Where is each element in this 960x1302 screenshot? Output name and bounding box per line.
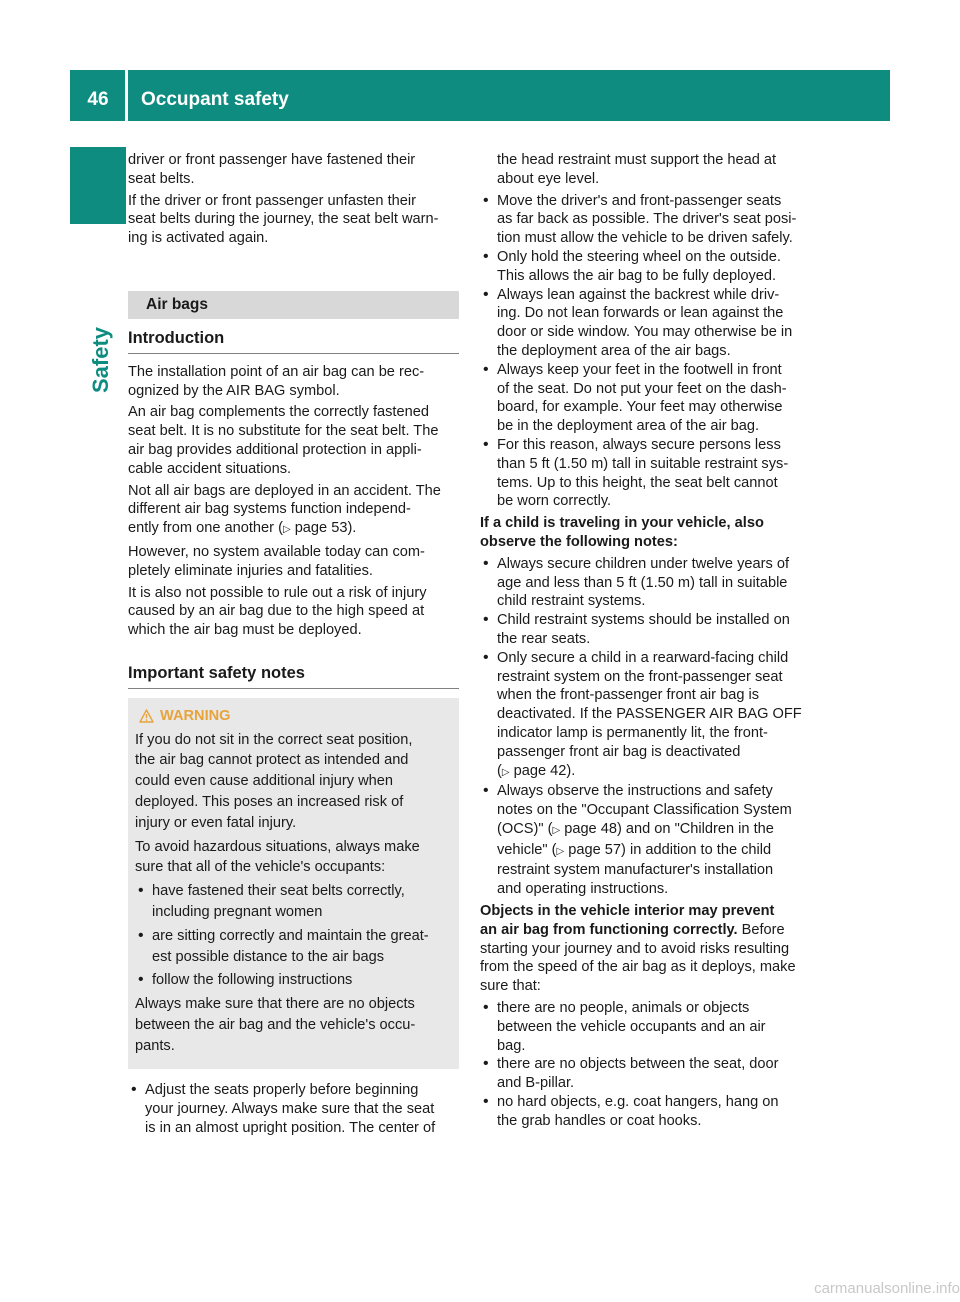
page-ref-42[interactable]: page 42). <box>509 762 576 779</box>
page-ref-53[interactable]: page 53). <box>290 520 357 537</box>
paragraph-1: The installation point of an air bag can be rec- ognized by the AIR BAG symbol. <box>128 363 425 399</box>
side-tab <box>70 147 126 224</box>
page-number: 46 <box>87 89 109 110</box>
list-item: • follow the following instructions <box>135 970 451 991</box>
objects-list <box>480 999 812 1131</box>
paragraph-5: It is also not possible to rule out a risk of injury caused by an air bag due to the high speed at which the air bag must be deployed. <box>128 584 427 639</box>
paragraph-2: An air bag complements the correctly fastened seat belt. It is no substitute for the seat belt. The air bag provides additional protection in appli- cable accident situations. <box>128 404 439 477</box>
list-item: • Always secure children under twelve years of age and less than 5 ft (1.50 m) tall in suitable child restraint systems. <box>480 555 812 611</box>
side-label: Safety <box>88 326 113 394</box>
warning-label: WARNING <box>160 707 231 724</box>
page-ref-arrow-icon: ▷ <box>556 845 565 857</box>
intro-paragraph-1: driver or front passenger have fastened their seat belts. <box>128 152 416 187</box>
paragraph-3: Not all air bags are deployed in an accident. The different air bag systems function independ- ently from one another (▷ page 53). <box>128 482 441 537</box>
list-item: • Adjust the seats properly before beginning your journey. Always make sure that the seat is in an almost upright position. The center of <box>128 1081 459 1137</box>
intro-paragraph-2: If the driver or front passenger unfasten their seat belts during the journey, the seat belt warn- ing is activated again. <box>128 192 439 247</box>
safety-notes-heading: Important safety notes <box>128 654 459 689</box>
list-item: • no hard objects, e.g. coat hangers, hang on the grab handles or coat hooks. <box>480 1093 812 1131</box>
paragraph-4: However, no system available today can com- pletely eliminate injuries and fatalities. <box>128 543 425 579</box>
list-item: • For this reason, always secure persons less than 5 ft (1.50 m) tall in suitable restraint sys- tems. Up to this height, the seat belt cannot be worn correctly. <box>480 436 812 511</box>
continued-text: the head restraint must support the head at about eye level. <box>497 152 777 187</box>
page-ref-arrow-icon: ▷ <box>501 766 510 778</box>
section-title: Occupant safety <box>141 89 289 110</box>
warning-triangle-icon <box>139 709 154 723</box>
right-column <box>480 151 812 1134</box>
list-item: • Always keep your feet in the footwell in front of the seat. Do not put your feet on the dash- board, for example. Your feet may otherwise be in the deployment area of the air bag. <box>480 361 812 436</box>
warning-list <box>135 881 451 991</box>
child-list <box>480 555 812 899</box>
introduction-heading: Introduction <box>128 319 459 354</box>
list-item: • there are no objects between the seat, door and B-pillar. <box>480 1055 812 1093</box>
list-item: • Child restraint systems should be installed on the rear seats. <box>480 611 812 649</box>
warning-paragraph-2: To avoid hazardous situations, always make sure that all of the vehicle's occupants: <box>135 838 420 876</box>
page-ref-arrow-icon: ▷ <box>282 524 291 536</box>
list-item: • Move the driver's and front-passenger seats as far back as possible. The driver's seat posi- tion must allow the vehicle to be driven safely. <box>480 192 812 248</box>
page-ref-arrow-icon: ▷ <box>552 824 561 836</box>
warning-box <box>128 698 459 1070</box>
warning-paragraph-3: Always make sure that there are no objects between the air bag and the vehicle's occu- pants. <box>135 996 416 1054</box>
adjust-seats-list <box>128 1081 459 1137</box>
left-column <box>128 151 459 1141</box>
page-ref-48[interactable]: page 48) and on "Children in the <box>560 820 774 837</box>
seating-list <box>480 192 812 512</box>
objects-paragraph: Objects in the vehicle interior may prevent an air bag from functioning correctly. Before starting your journey and to avoid risks resulting from the speed of the air bag as it deploys, make sure that: <box>480 903 796 995</box>
list-item: • Only hold the steering wheel on the outside. This allows the air bag to be fully deployed. <box>480 248 812 286</box>
list-item: • Only secure a child in a rearward-facing child restraint system on the front-passenger seat when the front-passenger front air bag is deactivated. If the PASSENGER AIR BAG OFF indicator lamp is permanently lit, the front- passenger front air bag is deactivated (▷ page 42). <box>480 649 812 783</box>
page-ref-57[interactable]: page 57) in addition to the child <box>564 841 772 858</box>
watermark: carmanualsonline.info <box>814 1280 960 1297</box>
list-item: • Always observe the instructions and safety notes on the "Occupant Classification System (OCS)" (▷ page 48) and on "Children in the vehicle" (▷ page 57) in addition to the child restraint system manufacturer's installation and operating instructions. <box>480 782 812 899</box>
child-heading: If a child is traveling in your vehicle, also observe the following notes: <box>480 515 764 550</box>
airbags-heading: Air bags <box>128 291 459 319</box>
list-item: • are sitting correctly and maintain the great- est possible distance to the air bags <box>135 926 451 968</box>
warning-header <box>139 706 451 727</box>
list-item: • Always lean against the backrest while driv- ing. Do not lean forwards or lean against the door or side window. You may otherwise be in the deployment area of the air bags. <box>480 286 812 361</box>
list-item: • there are no people, animals or objects between the vehicle occupants and an air bag. <box>480 999 812 1055</box>
header-divider <box>125 70 128 121</box>
warning-paragraph-1: If you do not sit in the correct seat position, the air bag cannot protect as intended and could even cause additional injury when deployed. This poses an increased risk of injury or even fatal injury. <box>135 731 413 831</box>
list-item: • have fastened their seat belts correctly, including pregnant women <box>135 881 451 923</box>
